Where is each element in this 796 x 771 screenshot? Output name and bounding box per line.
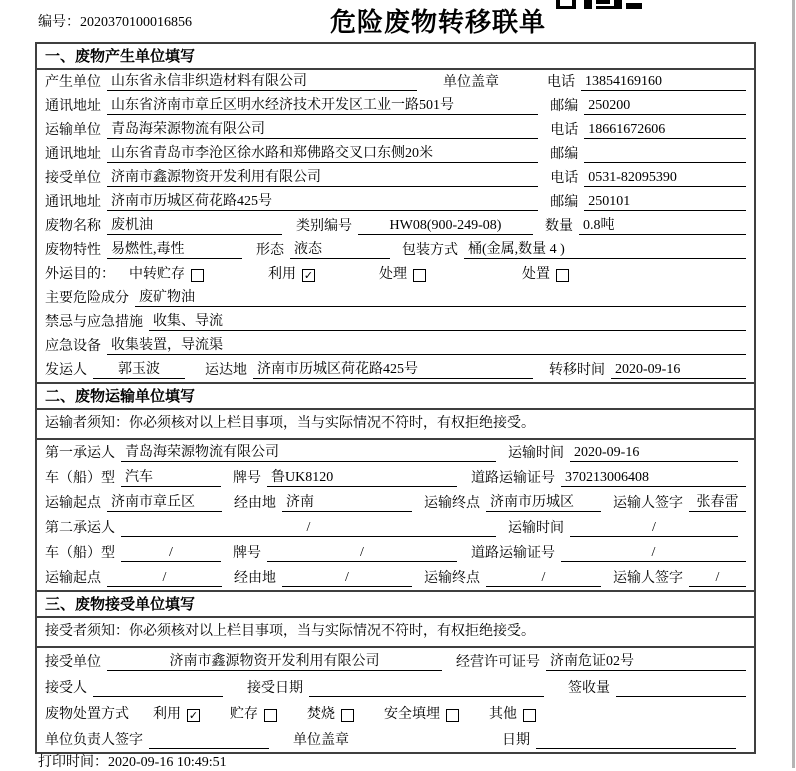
producer-phone-label: 电话 [547,75,575,90]
plate2-value: / [267,544,457,562]
transport-time2-label: 运输时间 [508,521,564,536]
disposal-other-label: 其他 [489,707,517,722]
use-checkbox: ✓ [303,270,314,282]
end1-value: 济南市历城区 [486,494,601,512]
disposal-landfill-checkbox [446,709,459,722]
qr-code-fragment-icon [556,0,648,9]
receiver-label: 接受单位 [45,171,101,186]
road-permit1-value: 370213006408 [561,469,746,487]
producer-value: 山东省永信非织造材料有限公司 [107,73,417,91]
receiver-zip-value: 250101 [584,193,746,211]
receiver-address-row [37,190,754,214]
disposal-store-label: 贮存 [230,707,258,722]
hazard-component-label: 主要危险成分 [45,291,129,306]
plate1-label: 牌号 [233,471,261,486]
print-time-label: 打印时间： [38,755,108,770]
shipper-value: 郭玉波 [93,361,185,379]
date-value [536,748,736,749]
sign2-value: / [689,569,746,587]
vehicle-type2-value: / [121,544,221,562]
waste-name-row [37,214,754,238]
head-sign-label: 单位负责人签字 [45,733,143,748]
purpose-transfer-storage-label: 中转贮存 [129,267,185,282]
carrier2-value: / [121,519,496,537]
sign2-label: 运输人签字 [613,571,683,586]
disposal-use-checkbox: ✓ [188,710,199,722]
transporter-zip-value [584,162,746,163]
vehicle-type1-value: 汽车 [121,469,221,487]
vehicle-type2-label: 车（船）型 [45,546,115,561]
start2-label: 运输起点 [45,571,101,586]
emergency-equipment-value: 收集装置，导流渠 [107,337,746,355]
carrier1-value: 青岛海荣源物流有限公司 [121,444,496,462]
carrier2-row [37,515,754,540]
form-label: 形态 [256,243,284,258]
start1-value: 济南市章丘区 [107,494,222,512]
route2-row [37,565,754,590]
via1-value: 济南 [282,494,412,512]
hazard-component-row [37,286,754,310]
producer-label: 产生单位 [45,75,101,90]
transport-time1-value: 2020-09-16 [570,444,738,462]
stamp-label: 单位盖章 [443,75,499,90]
accept-date-value [309,696,544,697]
producer-zip-value: 250200 [584,97,746,115]
acceptor-label: 接受人 [45,681,87,696]
receiver-unit-value: 济南市鑫源物资开发利用有限公司 [107,653,442,671]
manifest-form [35,42,756,754]
producer-address-row [37,94,754,118]
disposal-landfill-label: 安全填埋 [384,707,440,722]
via2-value: / [282,569,412,587]
end2-value: / [486,569,601,587]
destination-value: 济南市历城区荷花路425号 [253,361,533,379]
receiver-unit-label: 接受单位 [45,655,101,670]
waste-name-value: 废机油 [107,217,282,235]
doc-number-label: 编号： [38,15,80,30]
producer-zip-label: 邮编 [550,99,579,114]
doc-number-value: 2020370100016856 [80,15,192,30]
disposal-other-checkbox [523,709,536,722]
transporter-address-label: 通讯地址 [45,147,101,162]
page-right-edge [792,0,795,768]
hazard-component-value: 废矿物油 [135,289,746,307]
transporter-phone-label: 电话 [550,123,579,138]
sign-qty-label: 签收量 [568,681,610,696]
producer-phone-value: 13854169160 [581,73,746,91]
head-sign-value [149,748,269,749]
section-receiver-title: 三、废物接受单位填写 [37,592,754,618]
transfer-time-value: 2020-09-16 [611,361,746,379]
transfer-purpose-row [37,262,754,286]
form-value: 液态 [290,241,390,259]
vehicle-type1-label: 车（船）型 [45,471,115,486]
waste-character-label: 废物特性 [45,243,101,258]
receiver-zip-label: 邮编 [550,195,579,210]
signature-row [37,726,754,752]
receiver-value: 济南市鑫源物资开发利用有限公司 [107,169,538,187]
producer-address-value: 山东省济南市章丘区明水经济技术开发区工业一路501号 [107,97,538,115]
transport-time2-value: / [570,519,738,537]
license-label: 经营许可证号 [456,655,540,670]
start1-label: 运输起点 [45,496,101,511]
shipper-label: 发运人 [45,363,87,378]
packing-value: 桶(金属,数量 4 ) [464,241,746,259]
receiver-unit-row [37,648,754,674]
purpose-use-label: 利用 [268,267,296,282]
transfer-time-label: 转移时间 [549,363,605,378]
receiver-phone-value: 0531-82095390 [584,169,746,187]
transporter-address-value: 山东省青岛市李沧区徐水路和郑佛路交叉口东侧20米 [107,145,538,163]
road-permit1-label: 道路运输证号 [471,471,555,486]
emergency-equipment-row [37,334,754,358]
transporter-row [37,118,754,142]
transporter-phone-value: 18661672606 [584,121,746,139]
disposal-method-row [37,700,754,726]
emergency-measures-label: 禁忌与应急措施 [45,315,143,330]
section-transporter-title: 二、废物运输单位填写 [37,384,754,410]
shipper-row [37,358,754,382]
vehicle2-row [37,540,754,565]
route1-row [37,490,754,515]
plate1-value: 鲁UK8120 [267,469,457,487]
waste-character-row [37,238,754,262]
print-time-value: 2020-09-16 10:49:51 [108,755,227,770]
emergency-measures-value: 收集、导流 [149,313,746,331]
sign1-label: 运输人签字 [613,496,683,511]
section-producer-title: 一、废物产生单位填写 [37,44,754,70]
date-label: 日期 [502,733,530,748]
via2-label: 经由地 [234,571,276,586]
treat-checkbox [413,269,426,282]
print-time [38,751,227,771]
vehicle1-row [37,465,754,490]
dispose-checkbox [556,269,569,282]
unit-stamp-label: 单位盖章 [293,733,349,748]
waste-character-value: 易燃性,毒性 [107,241,242,259]
doc-number [38,11,192,31]
transporter-value: 青岛海荣源物流有限公司 [107,121,538,139]
acceptor-row [37,674,754,700]
road-permit2-label: 道路运输证号 [471,546,555,561]
license-value: 济南危证02号 [546,653,746,671]
purpose-treat-label: 处理 [379,267,407,282]
transfer-purpose-label: 外运目的： [45,267,115,282]
transfer-storage-checkbox [191,269,204,282]
road-permit2-value: / [561,544,746,562]
qty-value: 0.8吨 [579,217,746,235]
section-producer [35,42,756,384]
transporter-zip-label: 邮编 [550,147,579,162]
accept-date-label: 接受日期 [247,681,303,696]
section-receiver [35,590,756,754]
emergency-equipment-label: 应急设备 [45,339,101,354]
disposal-incinerate-checkbox [341,709,354,722]
via1-label: 经由地 [234,496,276,511]
disposal-use-label: 利用 [153,707,181,722]
section-transporter [35,382,756,592]
transporter-address-row [37,142,754,166]
disposal-incinerate-label: 焚烧 [307,707,335,722]
transporter-notice: 运输者须知：你必须核对以上栏目事项，当与实际情况不符时，有权拒绝接受。 [37,410,754,440]
receiver-notice: 接受者须知：你必须核对以上栏目事项，当与实际情况不符时，有权拒绝接受。 [37,618,754,648]
destination-label: 运达地 [205,363,247,378]
transport-time1-label: 运输时间 [508,446,564,461]
carrier1-row [37,440,754,465]
sign-qty-value [616,696,746,697]
carrier1-label: 第一承运人 [45,446,115,461]
sign1-value: 张春雷 [689,494,746,512]
receiver-address-value: 济南市历城区荷花路425号 [107,193,538,211]
producer-row [37,70,754,94]
qty-label: 数量 [545,219,573,234]
page-title: 危险废物转移联单 [330,7,547,37]
disposal-method-label: 废物处置方式 [45,707,129,722]
waste-name-label: 废物名称 [45,219,101,234]
receiver-address-label: 通讯地址 [45,195,101,210]
end1-label: 运输终点 [424,496,480,511]
emergency-measures-row [37,310,754,334]
category-label: 类别编号 [296,219,352,234]
producer-address-label: 通讯地址 [45,99,101,114]
end2-label: 运输终点 [424,571,480,586]
transporter-label: 运输单位 [45,123,101,138]
receiver-row [37,166,754,190]
acceptor-value [93,696,223,697]
purpose-dispose-label: 处置 [522,267,550,282]
receiver-phone-label: 电话 [550,171,579,186]
disposal-store-checkbox [264,709,277,722]
start2-value: / [107,569,222,587]
carrier2-label: 第二承运人 [45,521,115,536]
packing-label: 包装方式 [402,243,458,258]
category-value: HW08(900-249-08) [358,217,533,235]
plate2-label: 牌号 [233,546,261,561]
